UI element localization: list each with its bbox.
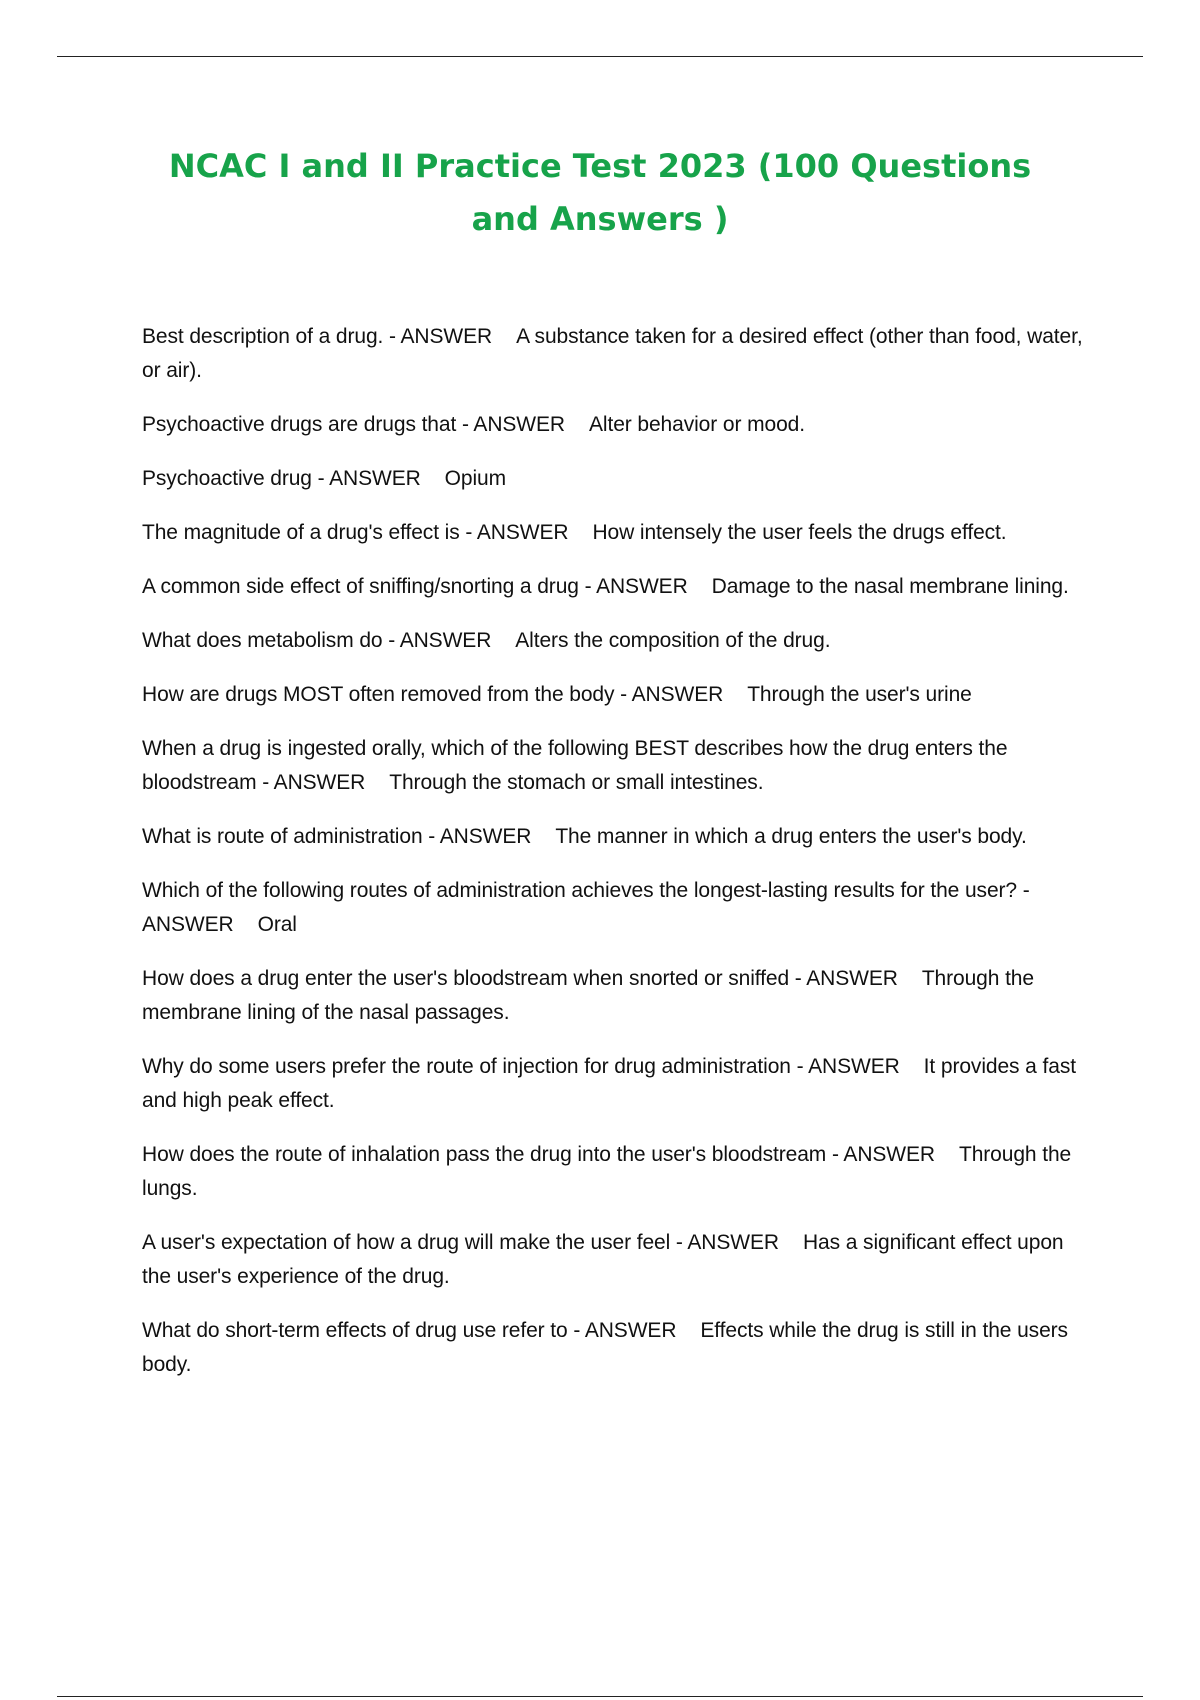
question-text: What do short-term effects of drug use refer to bbox=[142, 1319, 568, 1342]
question-text: The magnitude of a drug's effect is bbox=[142, 521, 460, 544]
answer-label: - ANSWER bbox=[670, 1231, 779, 1254]
question-text: Psychoactive drug bbox=[142, 467, 312, 490]
answer-label: - ANSWER bbox=[383, 325, 493, 348]
answer-label: - ANSWER bbox=[382, 629, 492, 652]
answer-label: - ANSWER bbox=[142, 879, 1030, 936]
answer-label: - ANSWER bbox=[256, 771, 366, 794]
qa-item bbox=[142, 462, 1092, 496]
question-text: Why do some users prefer the route of injection for drug administration bbox=[142, 1055, 791, 1078]
answer-text: How intensely the user feels the drugs effect. bbox=[592, 521, 1007, 544]
question-text: Psychoactive drugs are drugs that bbox=[142, 413, 457, 436]
answer-text: The manner in which a drug enters the user's body. bbox=[555, 825, 1027, 848]
question-text: A user's expectation of how a drug will make the user feel bbox=[142, 1231, 671, 1254]
answer-text: Through the lungs. bbox=[142, 1143, 1072, 1200]
question-text: A common side effect of sniffing/snorting a drug bbox=[142, 575, 579, 598]
qa-item bbox=[142, 1138, 1092, 1206]
qa-item bbox=[142, 732, 1092, 800]
answer-text: Through the membrane lining of the nasal passages. bbox=[142, 967, 1034, 1024]
qa-list bbox=[142, 320, 1092, 1402]
qa-item bbox=[142, 1050, 1092, 1118]
top-rule bbox=[57, 56, 1143, 57]
qa-item bbox=[142, 874, 1092, 942]
qa-item bbox=[142, 320, 1092, 388]
answer-label: - ANSWER bbox=[567, 1319, 677, 1342]
answer-text: Has a significant effect upon the user's experience of the drug. bbox=[142, 1231, 1064, 1288]
question-text: How are drugs MOST often removed from the body bbox=[142, 683, 615, 706]
document-title: NCAC I and II Practice Test 2023 (100 Questions and Answers ) bbox=[168, 147, 1032, 238]
qa-item bbox=[142, 1314, 1092, 1382]
answer-label: - ANSWER bbox=[790, 1055, 900, 1078]
answer-label: - ANSWER bbox=[826, 1143, 935, 1166]
qa-item bbox=[142, 408, 1092, 442]
qa-item bbox=[142, 624, 1092, 658]
answer-text: Alters the composition of the drug. bbox=[515, 629, 831, 652]
answer-text: Damage to the nasal membrane lining. bbox=[711, 575, 1069, 598]
question-text: What is route of administration bbox=[142, 825, 423, 848]
qa-item bbox=[142, 678, 1092, 712]
answer-text: A substance taken for a desired effect (other than food, water, or air). bbox=[142, 325, 1083, 382]
answer-label: - ANSWER bbox=[789, 967, 898, 990]
answer-text: Effects while the drug is still in the users body. bbox=[142, 1319, 1068, 1376]
answer-text: Oral bbox=[257, 913, 297, 936]
answer-text: Opium bbox=[444, 467, 507, 490]
answer-label: - ANSWER bbox=[614, 683, 724, 706]
question-text: When a drug is ingested orally, which of the following BEST describes how the drug enters the bloodstream bbox=[142, 737, 1008, 794]
qa-item bbox=[142, 962, 1092, 1030]
answer-label: - ANSWER bbox=[456, 413, 565, 436]
answer-label: - ANSWER bbox=[311, 467, 421, 490]
answer-text: Alter behavior or mood. bbox=[588, 413, 805, 436]
question-text: How does the route of inhalation pass the drug into the user's bloodstream bbox=[142, 1143, 827, 1166]
bottom-rule bbox=[57, 1696, 1143, 1697]
qa-item bbox=[142, 570, 1092, 604]
answer-label: - ANSWER bbox=[459, 521, 569, 544]
qa-item bbox=[142, 820, 1092, 854]
question-text: Best description of a drug. bbox=[142, 325, 384, 348]
question-text: Which of the following routes of administration achieves the longest-lasting results for the user? bbox=[142, 879, 1017, 902]
answer-text: It provides a fast and high peak effect. bbox=[142, 1055, 1076, 1112]
answer-text: Through the user's urine bbox=[747, 683, 972, 706]
qa-item bbox=[142, 516, 1092, 550]
answer-label: - ANSWER bbox=[422, 825, 532, 848]
question-text: What does metabolism do bbox=[142, 629, 383, 652]
answer-label: - ANSWER bbox=[578, 575, 688, 598]
answer-text: Through the stomach or small intestines. bbox=[389, 771, 764, 794]
qa-item bbox=[142, 1226, 1092, 1294]
question-text: How does a drug enter the user's bloodstream when snorted or sniffed bbox=[142, 967, 790, 990]
